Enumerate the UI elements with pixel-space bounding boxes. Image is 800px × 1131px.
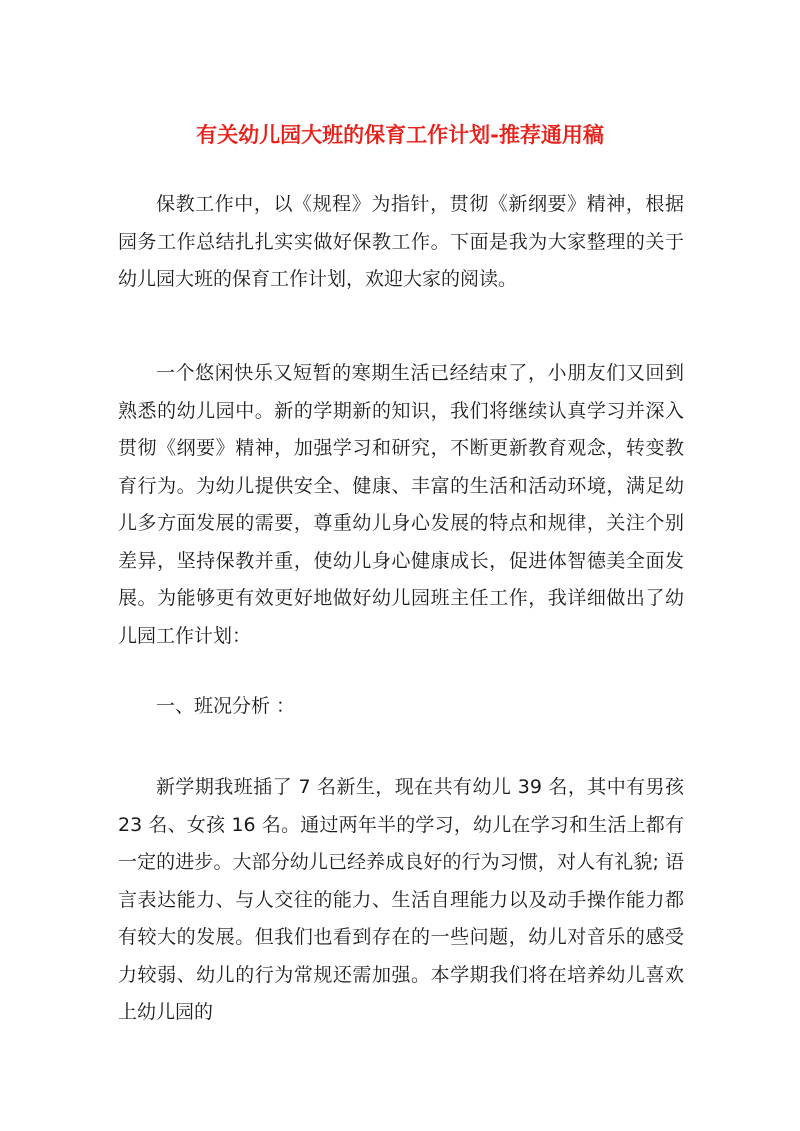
paragraph-class-analysis: 新学期我班插了 7 名新生，现在共有幼儿 39 名，其中有男孩 23 名、女孩 16 名。通过两年半的学习，幼儿在学习和生活上都有一定的进步。大部分幼儿已经养成良好的行为习惯，对人有礼貌; 语言表达能力、与人交往的能力、生活自理能力以及动手操作能力都有较大的发展。但我们也看到存在的一些问题，幼儿对音乐的感受力较弱、幼儿的行为常规还需加强。本学期我们将在培养幼儿喜欢上幼儿园的 xyxy=(118,776,684,1023)
section-heading-class-analysis: 一、班况分析 ： xyxy=(156,695,296,717)
document-title: 有关幼儿园大班的保育工作计划-推荐通用稿 xyxy=(196,123,604,148)
paragraph-intro: 保教工作中，以《规程》为指针，贯彻《新纲要》精神，根据园务工作总结扎扎实实做好保教工作。下面是我为大家整理的关于幼儿园大班的保育工作计划，欢迎大家的阅读。 xyxy=(118,193,684,290)
paragraph-semester-plan: 一个悠闲快乐又短暂的寒期生活已经结束了，小朋友们又回到熟悉的幼儿园中。新的学期新的知识，我们将继续认真学习并深入贯彻《纲要》精神，加强学习和研究，不断更新教育观念，转变教育行为。为幼儿提供安全、健康、丰富的生活和活动环境，满足幼儿多方面发展的需要，尊重幼儿身心发展的特点和规律，关注个别差异，坚持保教并重，使幼儿身心健康成长，促进体智德美全面发展。为能够更有效更好地做好幼儿园班主任工作，我详细做出了幼儿园工作计划： xyxy=(118,362,684,647)
